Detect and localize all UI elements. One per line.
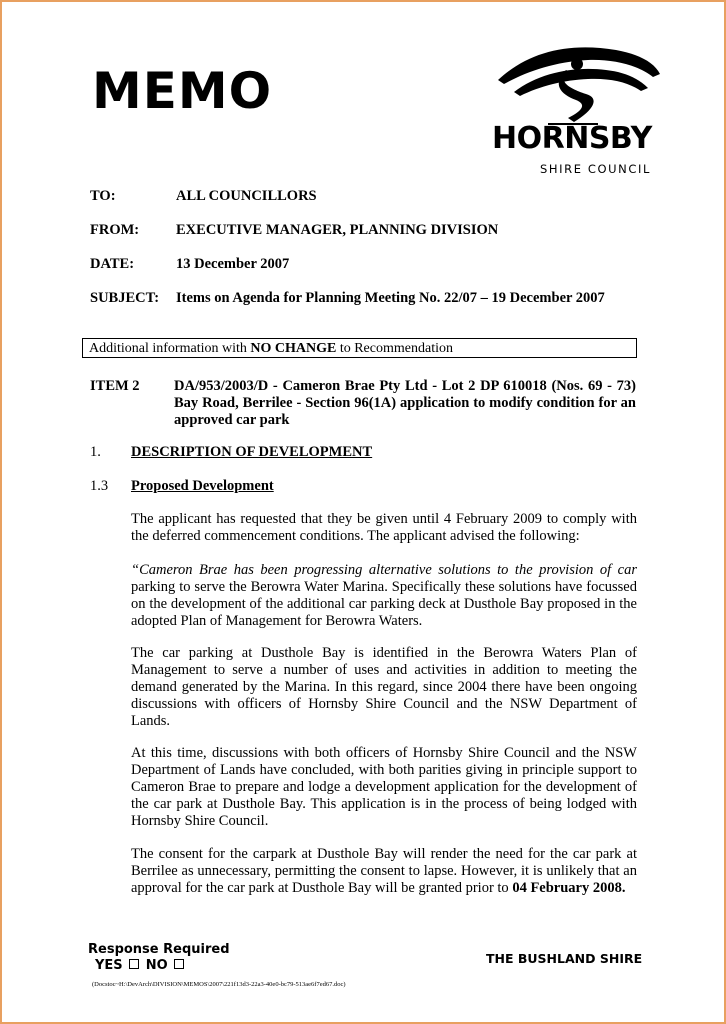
item-description: DA/953/2003/D - Cameron Brae Pty Ltd - Lot 2 DP 610018 (Nos. 69 - 73) Bay Road, Berrilee - Section 96(1A) application to modify condition for an approved car park [174, 378, 636, 428]
paragraph-2-quote-open: “Cameron Brae has been progressing alternative solutions to the provision of car [131, 562, 637, 578]
subsection-number: 1.3 [90, 478, 109, 494]
logo-name: HORNSBY [492, 121, 652, 156]
info-box [82, 338, 637, 358]
from-label: FROM: [90, 222, 140, 238]
response-required-label: Response Required [88, 942, 230, 957]
hornsby-logo [488, 40, 668, 180]
document-path: (Docstoc~H:\DevArch\DIVISION\MEMOS\2007\221f13d3-22a3-40e0-bc79-513ae6f7ed67.doc) [92, 981, 346, 988]
info-box-prefix: Additional information with [89, 341, 247, 356]
section-number: 1. [90, 444, 101, 460]
subject-label: SUBJECT: [90, 290, 160, 306]
info-box-suffix: to Recommendation [339, 341, 453, 356]
page-edge-top [0, 0, 726, 2]
paragraph-1: The applicant has requested that they be given until 4 February 2009 to comply with the deferred commencement conditions. The applicant advised the following: [131, 511, 637, 544]
paragraph-2-body: parking to serve the Berowra Water Marina. Specifically these solutions have focussed on the development of the additional car parking deck at Dusthole Bay proposed in the adopted Plan of Management for Berowra Waters. [131, 579, 637, 629]
info-box-emphasis: NO CHANGE [250, 341, 337, 356]
logo-subtitle: SHIRE COUNCIL [540, 162, 651, 176]
paragraph-5-date: 04 February 2008. [512, 880, 626, 896]
response-required [88, 942, 230, 974]
paragraph-5 [131, 846, 637, 897]
yes-checkbox[interactable] [129, 959, 139, 969]
page-edge-left [0, 0, 2, 1024]
subsection-title: Proposed Development [131, 478, 274, 494]
memo-title: MEMO [92, 62, 273, 120]
to-value: ALL COUNCILLORS [176, 188, 317, 204]
hornsby-logo-mark-icon [488, 40, 668, 130]
yes-label: YES [95, 958, 123, 973]
from-value: EXECUTIVE MANAGER, PLANNING DIVISION [176, 222, 499, 238]
no-checkbox[interactable] [174, 959, 184, 969]
date-value: 13 December 2007 [176, 256, 290, 272]
paragraph-4: At this time, discussions with both officers of Hornsby Shire Council and the NSW Department of Lands have concluded, with both parities giving in principle support to Cameron Brae to prepare and lodge a development application for the development of the car park at Dusthole Bay. This application is in the process of being lodged with Hornsby Shire Council. [131, 745, 637, 829]
paragraph-3: The car parking at Dusthole Bay is identified in the Berowra Waters Plan of Management to serve a number of uses and activities in addition to meeting the demand generated by the Marina. In this regard, since 2004 there have been ongoing discussions with officers of Hornsby Shire Council and the NSW Department of Lands. [131, 645, 637, 729]
paragraph-2 [131, 562, 637, 630]
response-options [88, 958, 230, 974]
date-label: DATE: [90, 256, 135, 272]
paragraph-5-body: The consent for the carpark at Dusthole Bay will render the need for the car park at Berrilee as unnecessary, permitting the consent to lapse. However, it is unlikely that an approval for the car park at Dusthole Bay will be granted prior to [131, 846, 637, 896]
no-label: NO [145, 958, 168, 973]
subject-value: Items on Agenda for Planning Meeting No. 22/07 – 19 December 2007 [176, 290, 605, 306]
to-label: TO: [90, 188, 116, 204]
bushland-shire-tagline: THE BUSHLAND SHIRE [486, 951, 643, 966]
section-title: DESCRIPTION OF DEVELOPMENT [131, 444, 373, 460]
item-label: ITEM 2 [90, 378, 140, 394]
